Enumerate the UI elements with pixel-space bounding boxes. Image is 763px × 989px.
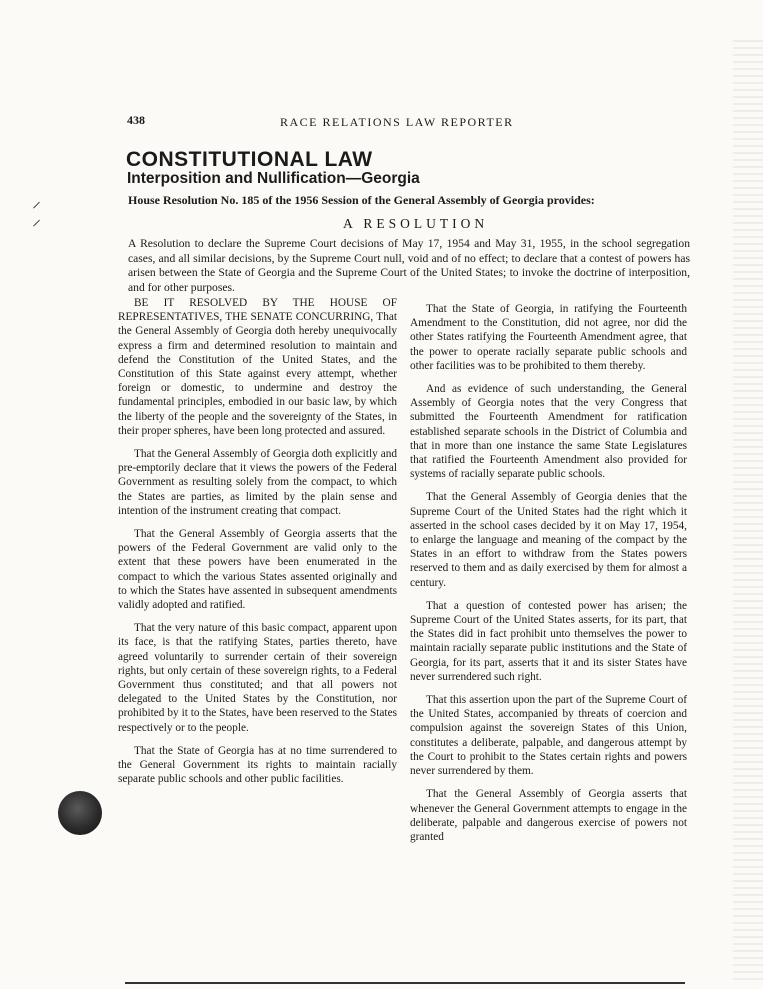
paragraph: That the General Assembly of Georgia denies that the Supreme Court of the United States had the right which it asserted in the school cases decided by it on May 17, 1954, to enlarge the language and meaning of the compact by the States in an effort to withdraw from the States powers reserved to them and as daily exercised by them for almost a century. — [410, 491, 687, 589]
paragraph: And as evidence of such understanding, the General Assembly of Georgia notes that the very Congress that submitted the Fourteenth Amendment for ratification established separate schools in the District of Columbia and that in more than one instance the same State Legislatures that ratified the Fourteenth Amendment also provided for systems of racially separate public schools. — [410, 383, 687, 481]
preamble-paragraph: A Resolution to declare the Supreme Court decisions of May 17, 1954 and May 31, 1955, in the school segregation cases, and all similar decisions, by the Supreme Court null, void and of no effect; to declare that a contest of powers has arisen between the State of Georgia and the Supreme Court of the United States; to invoke the doctrine of interposition, and for other purposes. — [128, 237, 690, 294]
resolution-heading: A RESOLUTION — [343, 216, 489, 231]
paragraph: That the very nature of this basic compact, apparent upon its face, is that the ratifying States, parties thereto, have agreed voluntarily to surrender certain of their sovereign rights, but only certain of these sovereign rights, to a Federal Government thus constituted; and that all powers not delegated to the United States by the Constitution, nor prohibited by it to the States, have been reserved to the States respectively or to the people. — [118, 622, 397, 734]
paragraph: That this assertion upon the part of the Supreme Court of the United States, accompanied by threats of coercion and compulsion against the sovereign States of this Union, constitutes a deliberate, palpable, and dangerous attempt by the Court to prohibit to the States certain rights and powers never surrendered by them. — [410, 694, 687, 778]
paragraph: BE IT RESOLVED BY THE HOUSE OF REPRESENTATIVES, THE SENATE CONCURRING, That the General Assembly of Georgia doth hereby unequivocally express a firm and determined resolution to maintain and defend the Constitution of the United States, and the Constitution of this State against every attempt, whether foreign or domestic, to undermine and destroy the fundamental principles, embodied in our basic law, by which the liberty of the people and the sovereignty of the States, in their proper spheres, have been long protected and assured. — [118, 297, 397, 437]
margin-mark: ⸝ ⸝ — [32, 191, 41, 229]
section-title: CONSTITUTIONAL LAW — [126, 148, 373, 171]
footer-rule — [125, 982, 685, 984]
paragraph: That the General Assembly of Georgia asserts that the powers of the Federal Government are valid only to the extent that these powers have been enumerated in the compact to which the various States assented originally and to which the States have assented in subsequent amendments validly adopted and ratified. — [118, 528, 397, 612]
page-number: 438 — [127, 113, 145, 127]
scan-edge-noise — [733, 40, 763, 980]
right-column — [410, 302, 687, 853]
binder-hole — [58, 791, 102, 835]
paragraph: That the General Assembly of Georgia asserts that whenever the General Government attempts to engage in the deliberate, palpable and dangerous exercise of powers not granted — [410, 788, 687, 843]
intro-line: House Resolution No. 185 of the 1956 Session of the General Assembly of Georgia provides: — [128, 193, 595, 207]
paragraph: That the State of Georgia, in ratifying the Fourteenth Amendment to the Constitution, did not agree, nor did the other States ratifying the Fourteenth Amendment agree, that the power to operate racially separate public schools and other facilities was to be prohibited to them thereby. — [410, 303, 687, 372]
paragraph: That the General Assembly of Georgia doth explicitly and pre-emptorily declare that it views the powers of the Federal Government as resulting solely from the compact, to which the States are parties, as limited by the plain sense and intention of the instrument creating that compact. — [118, 448, 397, 517]
paragraph: That the State of Georgia has at no time surrendered to the General Government its rights to maintain racially separate public schools and other public facilities. — [118, 744, 397, 786]
running-head: RACE RELATIONS LAW REPORTER — [280, 115, 514, 129]
paragraph: That a question of contested power has arisen; the Supreme Court of the United States asserts, for its part, that the States did in fact prohibit unto themselves the power to maintain racially separate public institutions and the State of Georgia, for its part, asserts that it and its sister States have never surrendered such right. — [410, 599, 687, 683]
section-subtitle: Interposition and Nullification—Georgia — [127, 170, 420, 187]
left-column — [118, 296, 397, 796]
